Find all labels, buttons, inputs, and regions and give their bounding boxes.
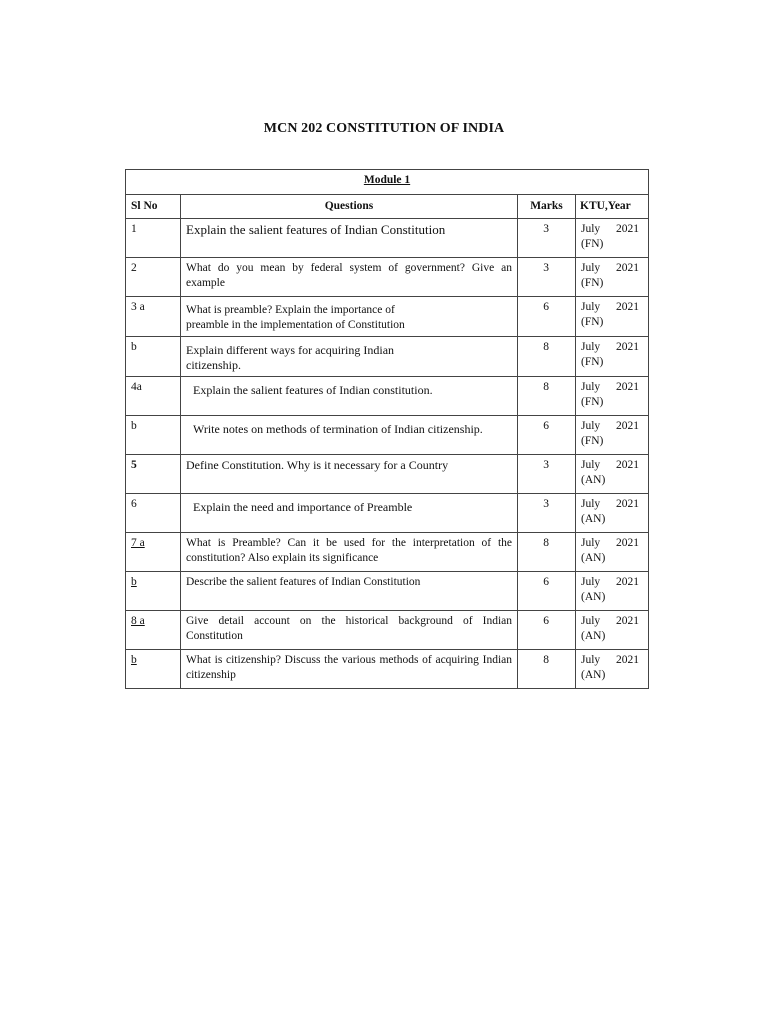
question-cell: Explain the salient features of Indian constitution. xyxy=(181,377,518,416)
month-text: July xyxy=(581,654,601,666)
year-cell xyxy=(576,650,649,689)
module-cell xyxy=(126,170,649,195)
year-text: 2021 xyxy=(616,420,640,432)
document-title: MCN 202 CONSTITUTION OF INDIA xyxy=(263,121,505,136)
sl-no-cell xyxy=(126,650,181,689)
sl-no-cell: 1 xyxy=(126,219,181,258)
table-row xyxy=(126,219,649,258)
question-cell: What is citizenship? Discuss the various methods of acquiring Indian citizenship xyxy=(181,650,518,689)
column-header-row xyxy=(126,195,649,219)
year-cell xyxy=(576,377,649,416)
year-header: KTU,Year xyxy=(576,195,649,219)
marks-header: Marks xyxy=(518,195,576,219)
session-text: (FN) xyxy=(581,396,604,408)
year-cell xyxy=(576,494,649,533)
year-text: 2021 xyxy=(616,576,640,588)
question-cell: What is Preamble? Can it be used for the interpretation of the constitution? Also explain its significance xyxy=(181,533,518,572)
month-text: July xyxy=(581,420,601,432)
year-cell xyxy=(576,297,649,337)
questions-table xyxy=(125,169,649,689)
marks-cell: 8 xyxy=(518,377,576,416)
table-row xyxy=(126,337,649,377)
sl-no-cell xyxy=(126,611,181,650)
sl-no-cell: 4a xyxy=(126,377,181,416)
session-text: (AN) xyxy=(581,591,606,603)
sl-no-cell: 2 xyxy=(126,258,181,297)
month-text: July xyxy=(581,615,601,627)
marks-cell: 6 xyxy=(518,611,576,650)
table-row xyxy=(126,611,649,650)
month-text: July xyxy=(581,341,601,353)
question-cell: Explain the salient features of Indian Constitution xyxy=(181,219,518,258)
sl-no-cell xyxy=(126,533,181,572)
sl-no-cell: b xyxy=(126,337,181,377)
session-text: (AN) xyxy=(581,513,606,525)
question-cell: Explain different ways for acquiring Indian citizenship. xyxy=(181,337,518,377)
year-text: 2021 xyxy=(616,615,640,627)
month-text: July xyxy=(581,537,601,549)
question-cell: Give detail account on the historical background of Indian Constitution xyxy=(181,611,518,650)
session-text: (AN) xyxy=(581,552,606,564)
year-text: 2021 xyxy=(616,459,640,471)
sl-no-text: 8 a xyxy=(131,615,145,627)
marks-cell: 3 xyxy=(518,455,576,494)
session-text: (FN) xyxy=(581,356,604,368)
session-text: (AN) xyxy=(581,474,606,486)
year-cell xyxy=(576,533,649,572)
question-cell: Write notes on methods of termination of Indian citizenship. xyxy=(181,416,518,455)
year-text: 2021 xyxy=(616,262,640,274)
year-text: 2021 xyxy=(616,381,640,393)
module-header-row xyxy=(126,170,649,195)
sl-no-text: 7 a xyxy=(131,537,145,549)
year-cell xyxy=(576,337,649,377)
table-row xyxy=(126,650,649,689)
marks-cell: 3 xyxy=(518,219,576,258)
marks-cell: 8 xyxy=(518,650,576,689)
question-cell: Explain the need and importance of Preamble xyxy=(181,494,518,533)
month-text: July xyxy=(581,459,601,471)
questions-header: Questions xyxy=(181,195,518,219)
table-row xyxy=(126,455,649,494)
year-cell xyxy=(576,258,649,297)
table-row xyxy=(126,533,649,572)
table-row xyxy=(126,416,649,455)
month-text: July xyxy=(581,498,601,510)
sl-no-cell: 5 xyxy=(126,455,181,494)
table-row xyxy=(126,297,649,337)
session-text: (FN) xyxy=(581,277,604,289)
question-cell: What do you mean by federal system of government? Give an example xyxy=(181,258,518,297)
sl-no-cell xyxy=(126,572,181,611)
marks-cell: 8 xyxy=(518,533,576,572)
question-cell: What is preamble? Explain the importance of preamble in the implementation of Constitution xyxy=(181,297,518,337)
marks-cell: 6 xyxy=(518,297,576,337)
year-text: 2021 xyxy=(616,498,640,510)
year-text: 2021 xyxy=(616,301,640,313)
sl-no-header: Sl No xyxy=(126,195,181,219)
marks-cell: 3 xyxy=(518,258,576,297)
session-text: (AN) xyxy=(581,669,606,681)
question-cell: Define Constitution. Why is it necessary for a Country xyxy=(181,455,518,494)
sl-no-text: b xyxy=(131,654,137,666)
year-text: 2021 xyxy=(616,223,640,235)
session-text: (FN) xyxy=(581,316,604,328)
month-text: July xyxy=(581,576,601,588)
year-text: 2021 xyxy=(616,537,640,549)
marks-cell: 3 xyxy=(518,494,576,533)
table-row xyxy=(126,377,649,416)
session-text: (AN) xyxy=(581,630,606,642)
sl-no-cell: 3 a xyxy=(126,297,181,337)
month-text: July xyxy=(581,223,601,235)
sl-no-cell: 6 xyxy=(126,494,181,533)
marks-cell: 6 xyxy=(518,416,576,455)
marks-cell: 6 xyxy=(518,572,576,611)
year-cell xyxy=(576,611,649,650)
year-cell xyxy=(576,455,649,494)
month-text: July xyxy=(581,381,601,393)
question-cell: Describe the salient features of Indian Constitution xyxy=(181,572,518,611)
year-text: 2021 xyxy=(616,341,640,353)
year-cell xyxy=(576,416,649,455)
month-text: July xyxy=(581,301,601,313)
sl-no-text: b xyxy=(131,576,137,588)
year-text: 2021 xyxy=(616,654,640,666)
year-cell xyxy=(576,572,649,611)
session-text: (FN) xyxy=(581,238,604,250)
year-cell xyxy=(576,219,649,258)
marks-cell: 8 xyxy=(518,337,576,377)
table-row xyxy=(126,258,649,297)
module-label: Module 1 xyxy=(363,174,411,186)
table-row xyxy=(126,572,649,611)
sl-no-cell: b xyxy=(126,416,181,455)
table-row xyxy=(126,494,649,533)
month-text: July xyxy=(581,262,601,274)
session-text: (FN) xyxy=(581,435,604,447)
